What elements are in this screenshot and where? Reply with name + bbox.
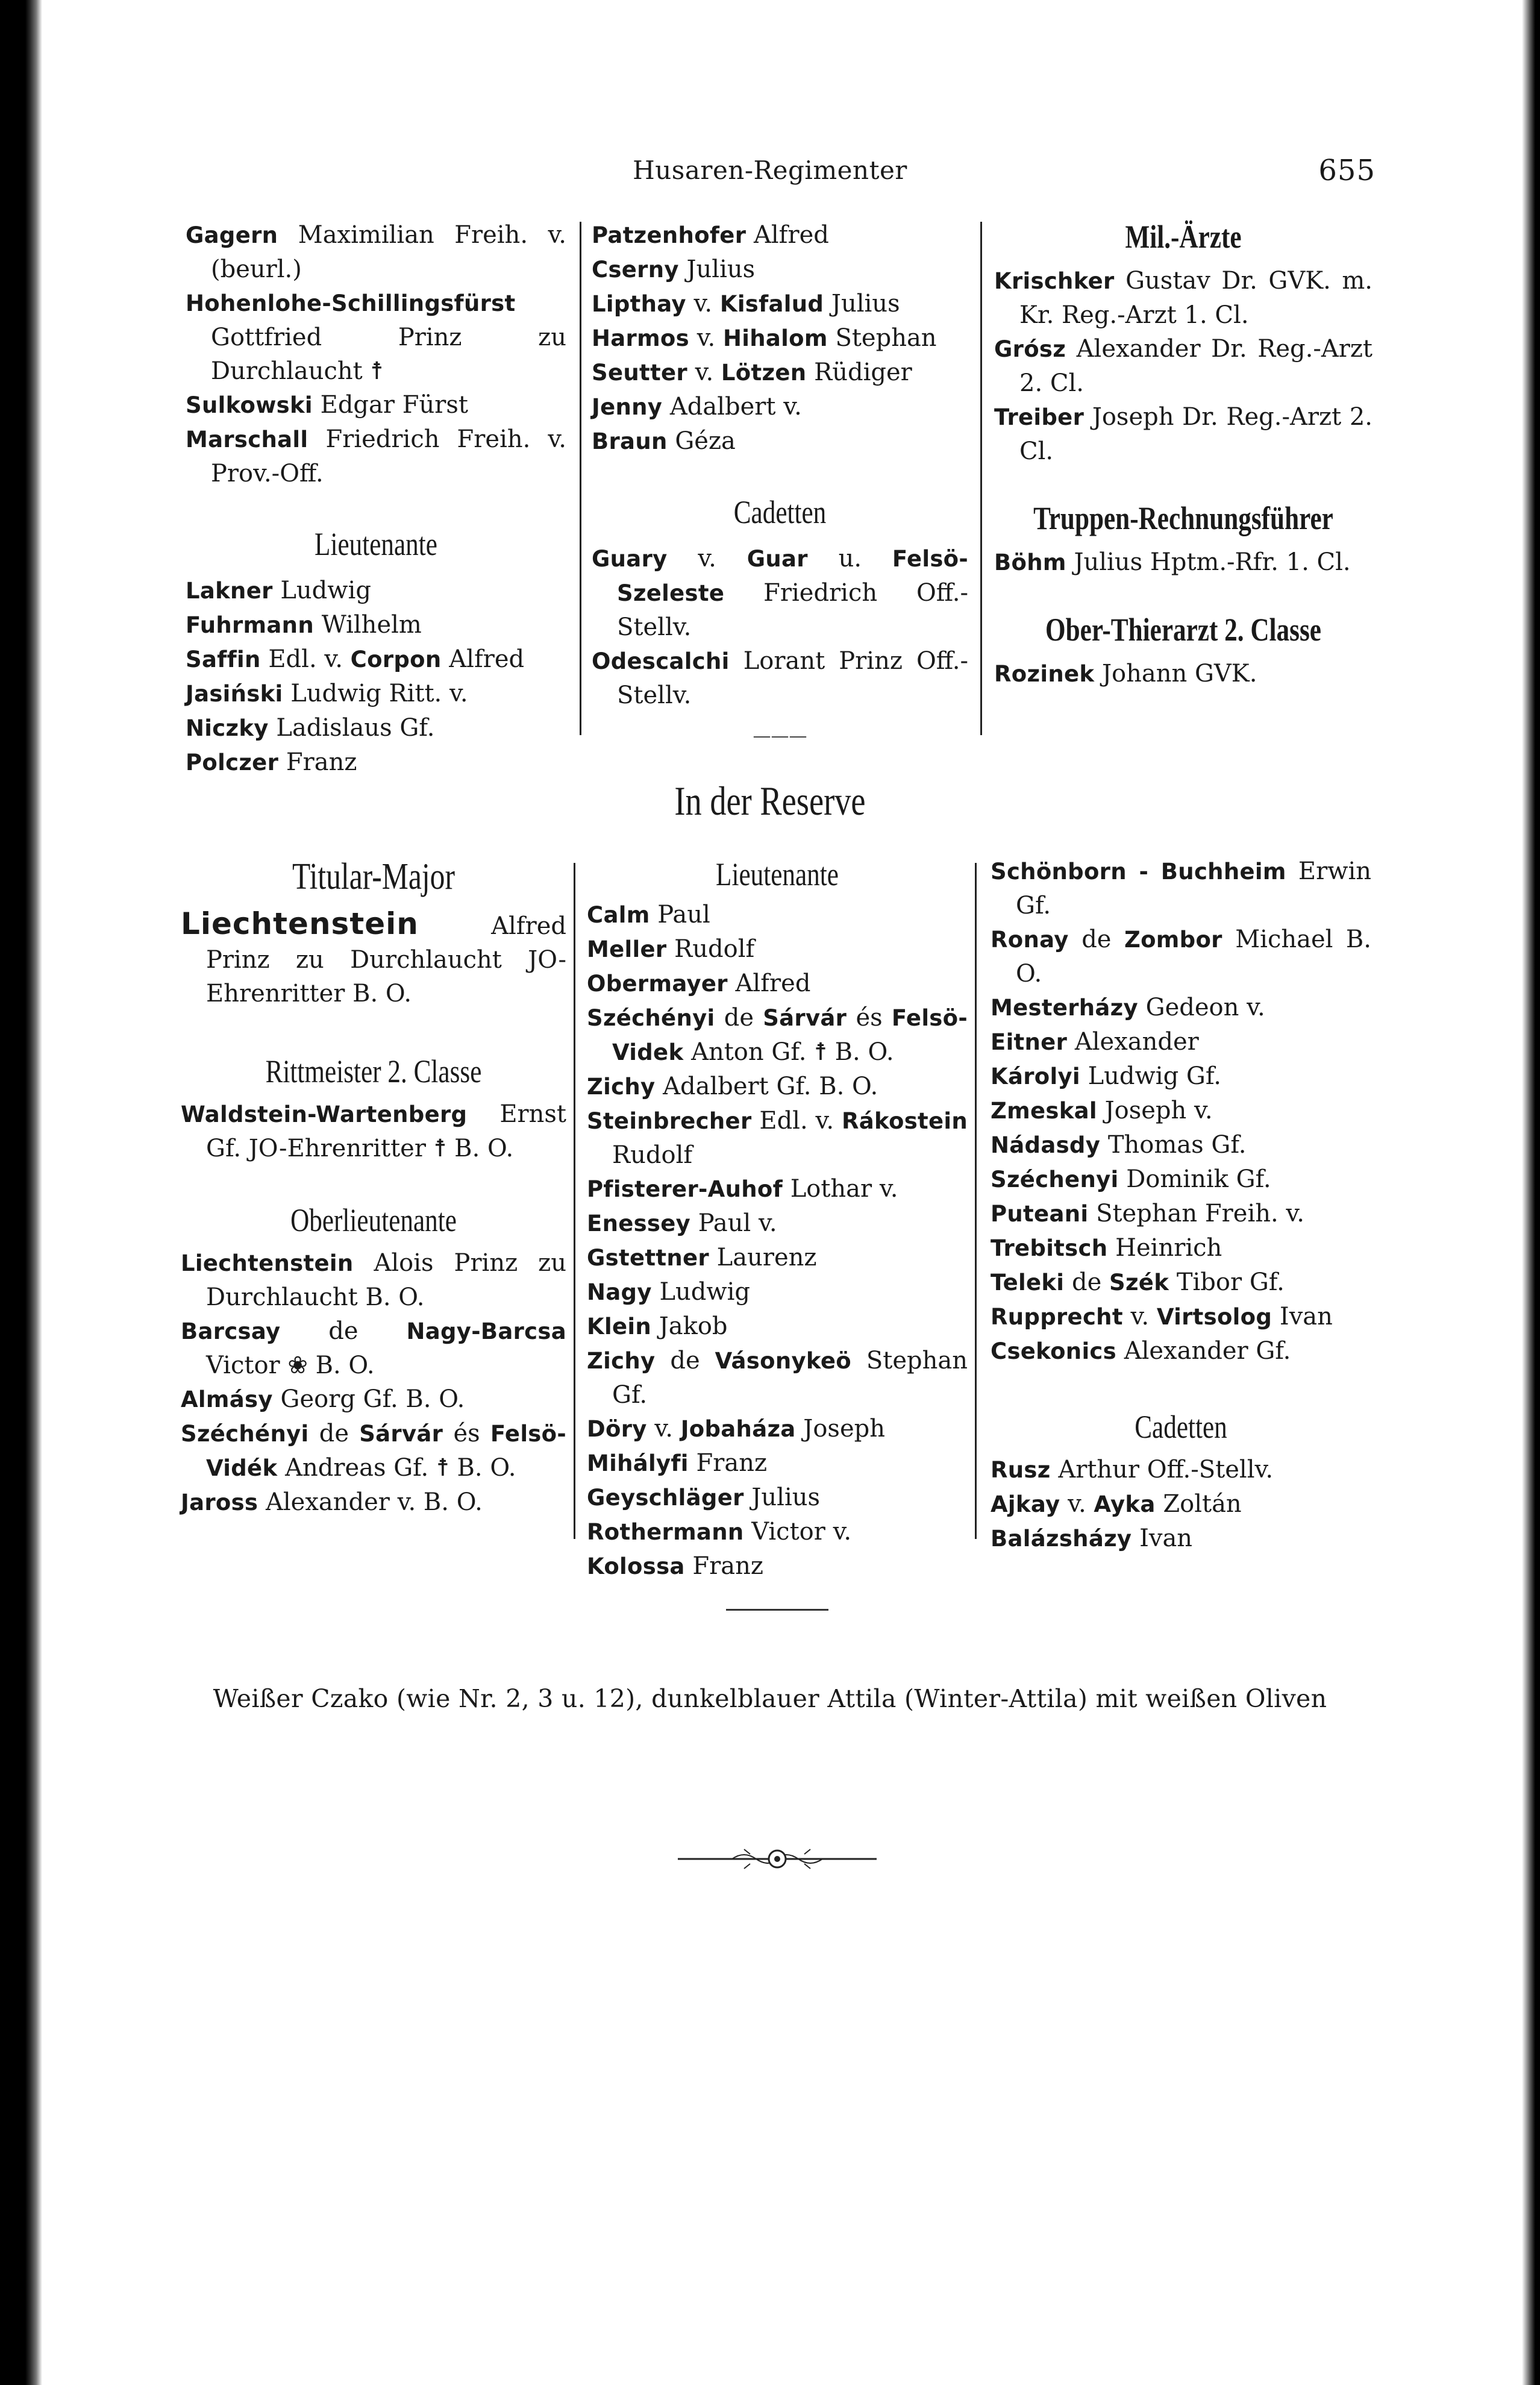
- officer-details: Alexander v. B. O.: [265, 1488, 483, 1516]
- roster-entry: [592, 321, 968, 356]
- officer-details: Wilhelm: [321, 611, 422, 639]
- roster-entry: [991, 854, 1371, 923]
- roster-entry: [994, 657, 1373, 691]
- officer-surname: Lötzen: [721, 360, 807, 386]
- roster-entry: [991, 1453, 1371, 1487]
- roster-entry: [186, 642, 566, 677]
- section-heading: Cadetten: [1135, 1409, 1227, 1445]
- officer-surname: Felsö-Vidék: [206, 1421, 567, 1481]
- roster-entry: [991, 1300, 1371, 1334]
- officer-details: Alexander Gf.: [1124, 1337, 1291, 1365]
- roster-entry: [587, 932, 968, 967]
- officer-details: de: [724, 1004, 754, 1032]
- roster-entry: [186, 677, 566, 711]
- section-heading: Cadetten: [733, 494, 827, 530]
- roster-entry: [991, 923, 1371, 991]
- officer-details: Stephan Gf.: [612, 1347, 968, 1409]
- officer-surname: Nádasdy: [991, 1132, 1101, 1158]
- officer-surname: Barcsay: [181, 1318, 281, 1344]
- officer-surname: Kolossa: [587, 1553, 685, 1579]
- roster-entry: [587, 1549, 968, 1584]
- uniform-note: Weißer Czako (wie Nr. 2, 3 u. 12), dunkelblauer Attila (Winter-Attila) mit weißen Oliven: [213, 1684, 1327, 1713]
- officer-surname: Fuhrmann: [186, 612, 314, 638]
- officer-details: Alexander: [1074, 1028, 1199, 1056]
- officer-details: Ludwig Ritt. v.: [290, 680, 468, 707]
- officer-details: Victor ❀ B. O.: [206, 1352, 375, 1379]
- officer-details: Rudolf: [612, 1141, 693, 1169]
- column-divider: [580, 222, 581, 735]
- officer-details: Rudolf: [674, 935, 755, 963]
- top-column-2: [592, 218, 968, 747]
- officer-surname: Rozinek: [994, 661, 1095, 687]
- officer-details: Thomas Gf.: [1107, 1131, 1247, 1159]
- officer-surname: Zombor: [1124, 927, 1222, 953]
- page-edge-right: [1522, 0, 1540, 2385]
- roster-entry: [186, 574, 566, 608]
- section-heading: Lieutenante: [716, 856, 839, 892]
- officer-surname: Harmos: [592, 325, 689, 351]
- officer-details: Lothar v.: [790, 1175, 898, 1203]
- officer-surname: Teleki: [991, 1270, 1065, 1296]
- officer-details: Stephan Freih. v.: [1096, 1200, 1304, 1227]
- officer-surname: Ayka: [1094, 1491, 1156, 1517]
- officer-details: Alois Prinz zu Durchlaucht B. O.: [206, 1249, 567, 1311]
- roster-entry: [994, 332, 1373, 400]
- officer-surname: Liechtenstein: [181, 906, 419, 941]
- ornament-divider: [678, 1841, 877, 1877]
- officer-surname: Rusz: [991, 1457, 1051, 1483]
- section-heading: Titular-Major: [292, 856, 455, 897]
- officer-details: Géza: [675, 427, 736, 455]
- officer-surname: Sulkowski: [186, 392, 313, 418]
- officer-details: Victor v.: [751, 1518, 852, 1546]
- officer-surname: Szék: [1109, 1270, 1169, 1296]
- roster-entry: [592, 644, 968, 712]
- roster-entry: [592, 390, 968, 424]
- officer-surname: Döry: [587, 1416, 647, 1442]
- officer-details: Franz: [696, 1449, 768, 1477]
- officer-surname: Jobaháza: [680, 1416, 796, 1442]
- officer-details: Julius Hptm.-Rfr. 1. Cl.: [1074, 548, 1351, 576]
- officer-surname: Böhm: [994, 550, 1066, 575]
- roster-entry: [991, 1162, 1371, 1197]
- officer-surname: Meller: [587, 936, 667, 962]
- officer-surname: Lipthay: [592, 291, 686, 317]
- officer-surname: Obermayer: [587, 971, 728, 997]
- officer-surname: Puteani: [991, 1201, 1089, 1227]
- officer-details: és: [453, 1420, 480, 1447]
- roster-entry: [587, 1344, 968, 1412]
- roster-entry: [181, 1246, 566, 1314]
- section-heading: Truppen-Rechnungsführer: [1033, 500, 1333, 536]
- officer-details: Alexander Dr. Reg.-Arzt 2. Cl.: [1019, 335, 1373, 397]
- roster-entry: [186, 422, 566, 490]
- officer-surname: Rupprecht: [991, 1304, 1123, 1330]
- officer-surname: Károlyi: [991, 1064, 1080, 1089]
- officer-surname: Mihályfi: [587, 1450, 689, 1476]
- officer-details: Johann GVK.: [1102, 660, 1257, 688]
- officer-details: Anton Gf. ☨ B. O.: [691, 1038, 894, 1066]
- top-column-1: [186, 218, 566, 780]
- officer-surname: Kisfalud: [719, 291, 824, 317]
- roster-entry: [186, 608, 566, 642]
- roster-entry: [186, 218, 566, 286]
- roster-entry: [587, 1275, 968, 1309]
- officer-surname: Grósz: [994, 336, 1066, 362]
- officer-surname: Zichy: [587, 1074, 656, 1100]
- officer-details: Paul v.: [698, 1209, 777, 1237]
- officer-surname: Széchenyi: [991, 1167, 1119, 1192]
- roster-entry: [587, 1446, 968, 1481]
- officer-details: Ivan: [1279, 1303, 1333, 1330]
- officer-surname: Vásonykeö: [715, 1348, 851, 1374]
- roster-entry: [592, 542, 968, 644]
- officer-details: Paul: [657, 901, 710, 929]
- officer-surname: Niczky: [186, 715, 269, 741]
- officer-surname: Nagy-Barcsa: [406, 1318, 566, 1344]
- roster-entry: [587, 898, 968, 932]
- officer-details: Edl. v.: [759, 1107, 834, 1135]
- officer-details: Ludwig Gf.: [1088, 1062, 1221, 1090]
- roster-entry: [181, 907, 566, 1011]
- officer-surname: Jaross: [181, 1490, 258, 1515]
- officer-surname: Hihalom: [723, 325, 828, 351]
- reserve-column-3: [991, 854, 1371, 1556]
- officer-surname: Polczer: [186, 750, 279, 776]
- officer-details: Lorant Prinz Off.-Stellv.: [617, 647, 969, 709]
- officer-details: Gottfried Prinz zu Durchlaucht ☨: [211, 324, 566, 385]
- officer-details: Zoltán: [1163, 1490, 1242, 1518]
- officer-details: Andreas Gf. ☨ B. O.: [285, 1454, 516, 1482]
- officer-details: Edgar Fürst: [320, 391, 468, 419]
- officer-surname: Széchényi: [181, 1421, 309, 1447]
- roster-entry: [186, 711, 566, 745]
- roster-entry: [592, 218, 968, 252]
- officer-surname: Zichy: [587, 1348, 656, 1374]
- roster-entry: [991, 1522, 1371, 1556]
- officer-surname: Pfisterer-Auhof: [587, 1176, 783, 1202]
- officer-surname: Liechtenstein: [181, 1250, 354, 1276]
- officer-surname: Schönborn - Buchheim: [991, 859, 1286, 885]
- officer-details: és: [856, 1004, 883, 1032]
- section-heading: Lieutenante: [315, 526, 437, 562]
- officer-details: Adalbert v.: [669, 393, 802, 421]
- officer-surname: Sárvár: [359, 1421, 443, 1447]
- officer-surname: Calm: [587, 902, 650, 928]
- officer-details: v.: [695, 359, 714, 386]
- roster-entry: [994, 400, 1373, 468]
- roster-entry: [587, 1309, 968, 1344]
- officer-surname: Zmeskal: [991, 1098, 1097, 1124]
- officer-details: Franz: [692, 1552, 763, 1580]
- officer-details: Alfred Prinz zu Durchlaucht JO-Ehrenritter B. O.: [206, 912, 566, 1008]
- officer-details: Franz: [286, 748, 357, 776]
- officer-details: de: [670, 1347, 700, 1374]
- officer-surname: Ronay: [991, 927, 1069, 953]
- officer-details: Joseph v.: [1104, 1097, 1213, 1124]
- officer-details: Gedeon v.: [1145, 994, 1265, 1021]
- roster-entry: [994, 545, 1373, 580]
- officer-surname: Hohenlohe-Schillingsfürst: [186, 290, 516, 316]
- officer-surname: Seutter: [592, 360, 687, 386]
- officer-details: Alfred: [735, 970, 811, 997]
- officer-details: Arthur Off.-Stellv.: [1058, 1456, 1274, 1484]
- officer-details: v.: [654, 1415, 673, 1443]
- officer-surname: Eitner: [991, 1029, 1068, 1055]
- officer-details: Julius: [751, 1484, 821, 1511]
- officer-details: v.: [696, 324, 716, 352]
- officer-surname: Braun: [592, 428, 668, 454]
- roster-entry: [587, 1206, 968, 1241]
- officer-details: Stephan: [835, 324, 937, 352]
- officer-surname: Jasiński: [186, 681, 283, 707]
- officer-details: Joseph: [803, 1415, 885, 1443]
- officer-surname: Ajkay: [991, 1491, 1060, 1517]
- roster-entry: [592, 287, 968, 321]
- officer-surname: Felsö-Szeleste: [617, 546, 969, 606]
- roster-entry: [991, 1059, 1371, 1094]
- roster-entry: [587, 1412, 968, 1446]
- officer-details: Ladislaus Gf.: [276, 714, 435, 742]
- reserve-column-2: [587, 856, 968, 1584]
- end-mark: ———: [753, 726, 807, 747]
- officer-details: v.: [1068, 1490, 1086, 1518]
- officer-details: Ludwig: [659, 1278, 751, 1306]
- officer-details: Edl. v.: [268, 645, 343, 673]
- officer-surname: Patzenhofer: [592, 222, 747, 248]
- officer-surname: Trebitsch: [991, 1235, 1108, 1261]
- roster-entry: [994, 264, 1373, 332]
- roster-entry: [991, 1334, 1371, 1368]
- roster-entry: [181, 1417, 566, 1485]
- officer-surname: Cserny: [592, 257, 679, 283]
- roster-entry: [991, 1231, 1371, 1265]
- officer-details: Laurenz: [716, 1244, 817, 1271]
- section-rule: [726, 1609, 828, 1611]
- officer-details: Maximilian Freih. v. (beurl.): [211, 221, 567, 283]
- section-heading: Ober-Thierarzt 2. Classe: [1045, 612, 1321, 648]
- top-column-3: [994, 218, 1373, 691]
- roster-entry: [991, 1128, 1371, 1162]
- officer-surname: Nagy: [587, 1279, 652, 1305]
- officer-surname: Geyschläger: [587, 1485, 744, 1511]
- officer-surname: Mesterházy: [991, 995, 1138, 1021]
- column-divider: [574, 863, 575, 1539]
- roster-entry: [181, 1382, 566, 1417]
- officer-details: u.: [838, 545, 862, 572]
- roster-entry: [587, 1241, 968, 1275]
- roster-entry: [587, 1070, 968, 1104]
- officer-details: Rüdiger: [814, 359, 912, 386]
- officer-details: de: [1072, 1268, 1102, 1296]
- officer-details: Tibor Gf.: [1176, 1268, 1285, 1296]
- officer-surname: Guar: [747, 546, 808, 572]
- officer-details: Julius: [686, 255, 756, 283]
- column-divider: [980, 222, 982, 735]
- officer-details: Joseph Dr. Reg.-Arzt 2. Cl.: [1019, 403, 1373, 465]
- officer-details: v.: [1130, 1303, 1150, 1330]
- officer-surname: Virtsolog: [1156, 1304, 1272, 1330]
- page-edge-left: [0, 0, 42, 2385]
- officer-surname: Corpon: [350, 647, 442, 672]
- officer-details: Ludwig: [280, 577, 371, 604]
- officer-surname: Rákostein: [842, 1108, 968, 1134]
- roster-entry: [186, 745, 566, 780]
- roster-entry: [592, 252, 968, 287]
- officer-surname: Gstettner: [587, 1245, 709, 1271]
- roster-entry: [181, 1314, 566, 1382]
- roster-entry: [991, 1025, 1371, 1059]
- officer-details: v.: [693, 290, 713, 318]
- officer-surname: Saffin: [186, 647, 261, 672]
- officer-details: Georg Gf. B. O.: [280, 1385, 465, 1413]
- officer-surname: Gagern: [186, 222, 278, 248]
- officer-surname: Csekonics: [991, 1338, 1116, 1364]
- officer-details: Gustav Dr. GVK. m. Kr. Reg.-Arzt 1. Cl.: [1019, 267, 1373, 329]
- roster-entry: [587, 1104, 968, 1172]
- officer-surname: Steinbrecher: [587, 1108, 752, 1134]
- officer-surname: Széchényi: [587, 1005, 715, 1031]
- officer-surname: Klein: [587, 1314, 651, 1340]
- roster-entry: [592, 356, 968, 390]
- officer-surname: Marschall: [186, 427, 308, 453]
- officer-details: Jakob: [659, 1312, 728, 1340]
- officer-surname: Almásy: [181, 1387, 273, 1412]
- roster-entry: [587, 1001, 968, 1070]
- reserve-heading: In der Reserve: [674, 778, 866, 824]
- officer-surname: Sárvár: [763, 1005, 847, 1031]
- officer-details: de: [328, 1317, 358, 1345]
- officer-details: Alfred: [449, 645, 525, 673]
- roster-entry: [587, 1515, 968, 1549]
- officer-details: Ivan: [1139, 1525, 1193, 1552]
- section-heading: Oberlieutenante: [290, 1202, 457, 1238]
- officer-details: Ernst Gf. JO-Ehrenritter ☨ B. O.: [206, 1100, 566, 1162]
- officer-details: Erwin Gf.: [1016, 857, 1372, 920]
- roster-entry: [587, 1172, 968, 1206]
- page-number: 655: [1318, 154, 1376, 187]
- officer-details: de: [319, 1420, 349, 1447]
- officer-surname: Felsö-Videk: [612, 1005, 968, 1065]
- officer-surname: Odescalchi: [592, 648, 730, 674]
- officer-details: Dominik Gf.: [1126, 1165, 1271, 1193]
- officer-details: Julius: [831, 290, 900, 318]
- reserve-column-1: [181, 856, 566, 1520]
- officer-surname: Guary: [592, 546, 668, 572]
- officer-details: v.: [698, 545, 716, 572]
- roster-entry: [991, 1197, 1371, 1231]
- officer-surname: Rothermann: [587, 1519, 744, 1545]
- roster-entry: [587, 1481, 968, 1515]
- officer-surname: Enessey: [587, 1211, 691, 1236]
- roster-entry: [181, 1097, 566, 1165]
- officer-details: de: [1081, 926, 1112, 953]
- running-header: Husaren-Regimenter: [633, 155, 907, 185]
- officer-surname: Krischker: [994, 268, 1115, 294]
- officer-surname: Balázsházy: [991, 1526, 1132, 1552]
- officer-details: Michael B. O.: [1016, 926, 1372, 988]
- roster-entry: [181, 1485, 566, 1520]
- officer-details: Alfred: [753, 221, 829, 249]
- officer-details: Friedrich Off.-Stellv.: [617, 579, 968, 641]
- officer-surname: Jenny: [592, 394, 663, 420]
- roster-entry: [592, 424, 968, 459]
- roster-entry: [991, 1265, 1371, 1300]
- roster-entry: [186, 388, 566, 422]
- roster-entry: [991, 1487, 1371, 1522]
- officer-details: Heinrich: [1115, 1234, 1222, 1262]
- officer-surname: Lakner: [186, 578, 273, 604]
- roster-entry: [186, 286, 566, 388]
- column-divider: [975, 863, 977, 1539]
- roster-entry: [991, 1094, 1371, 1128]
- roster-entry: [587, 967, 968, 1001]
- officer-surname: Waldstein-Wartenberg: [181, 1102, 468, 1127]
- section-heading: Mil.-Ärzte: [1125, 219, 1242, 255]
- section-heading: Rittmeister 2. Classe: [265, 1053, 482, 1089]
- officer-details: Adalbert Gf. B. O.: [663, 1073, 878, 1100]
- roster-entry: [991, 991, 1371, 1025]
- officer-details: Friedrich Freih. v. Prov.-Off.: [211, 425, 566, 487]
- officer-surname: Treiber: [994, 404, 1085, 430]
